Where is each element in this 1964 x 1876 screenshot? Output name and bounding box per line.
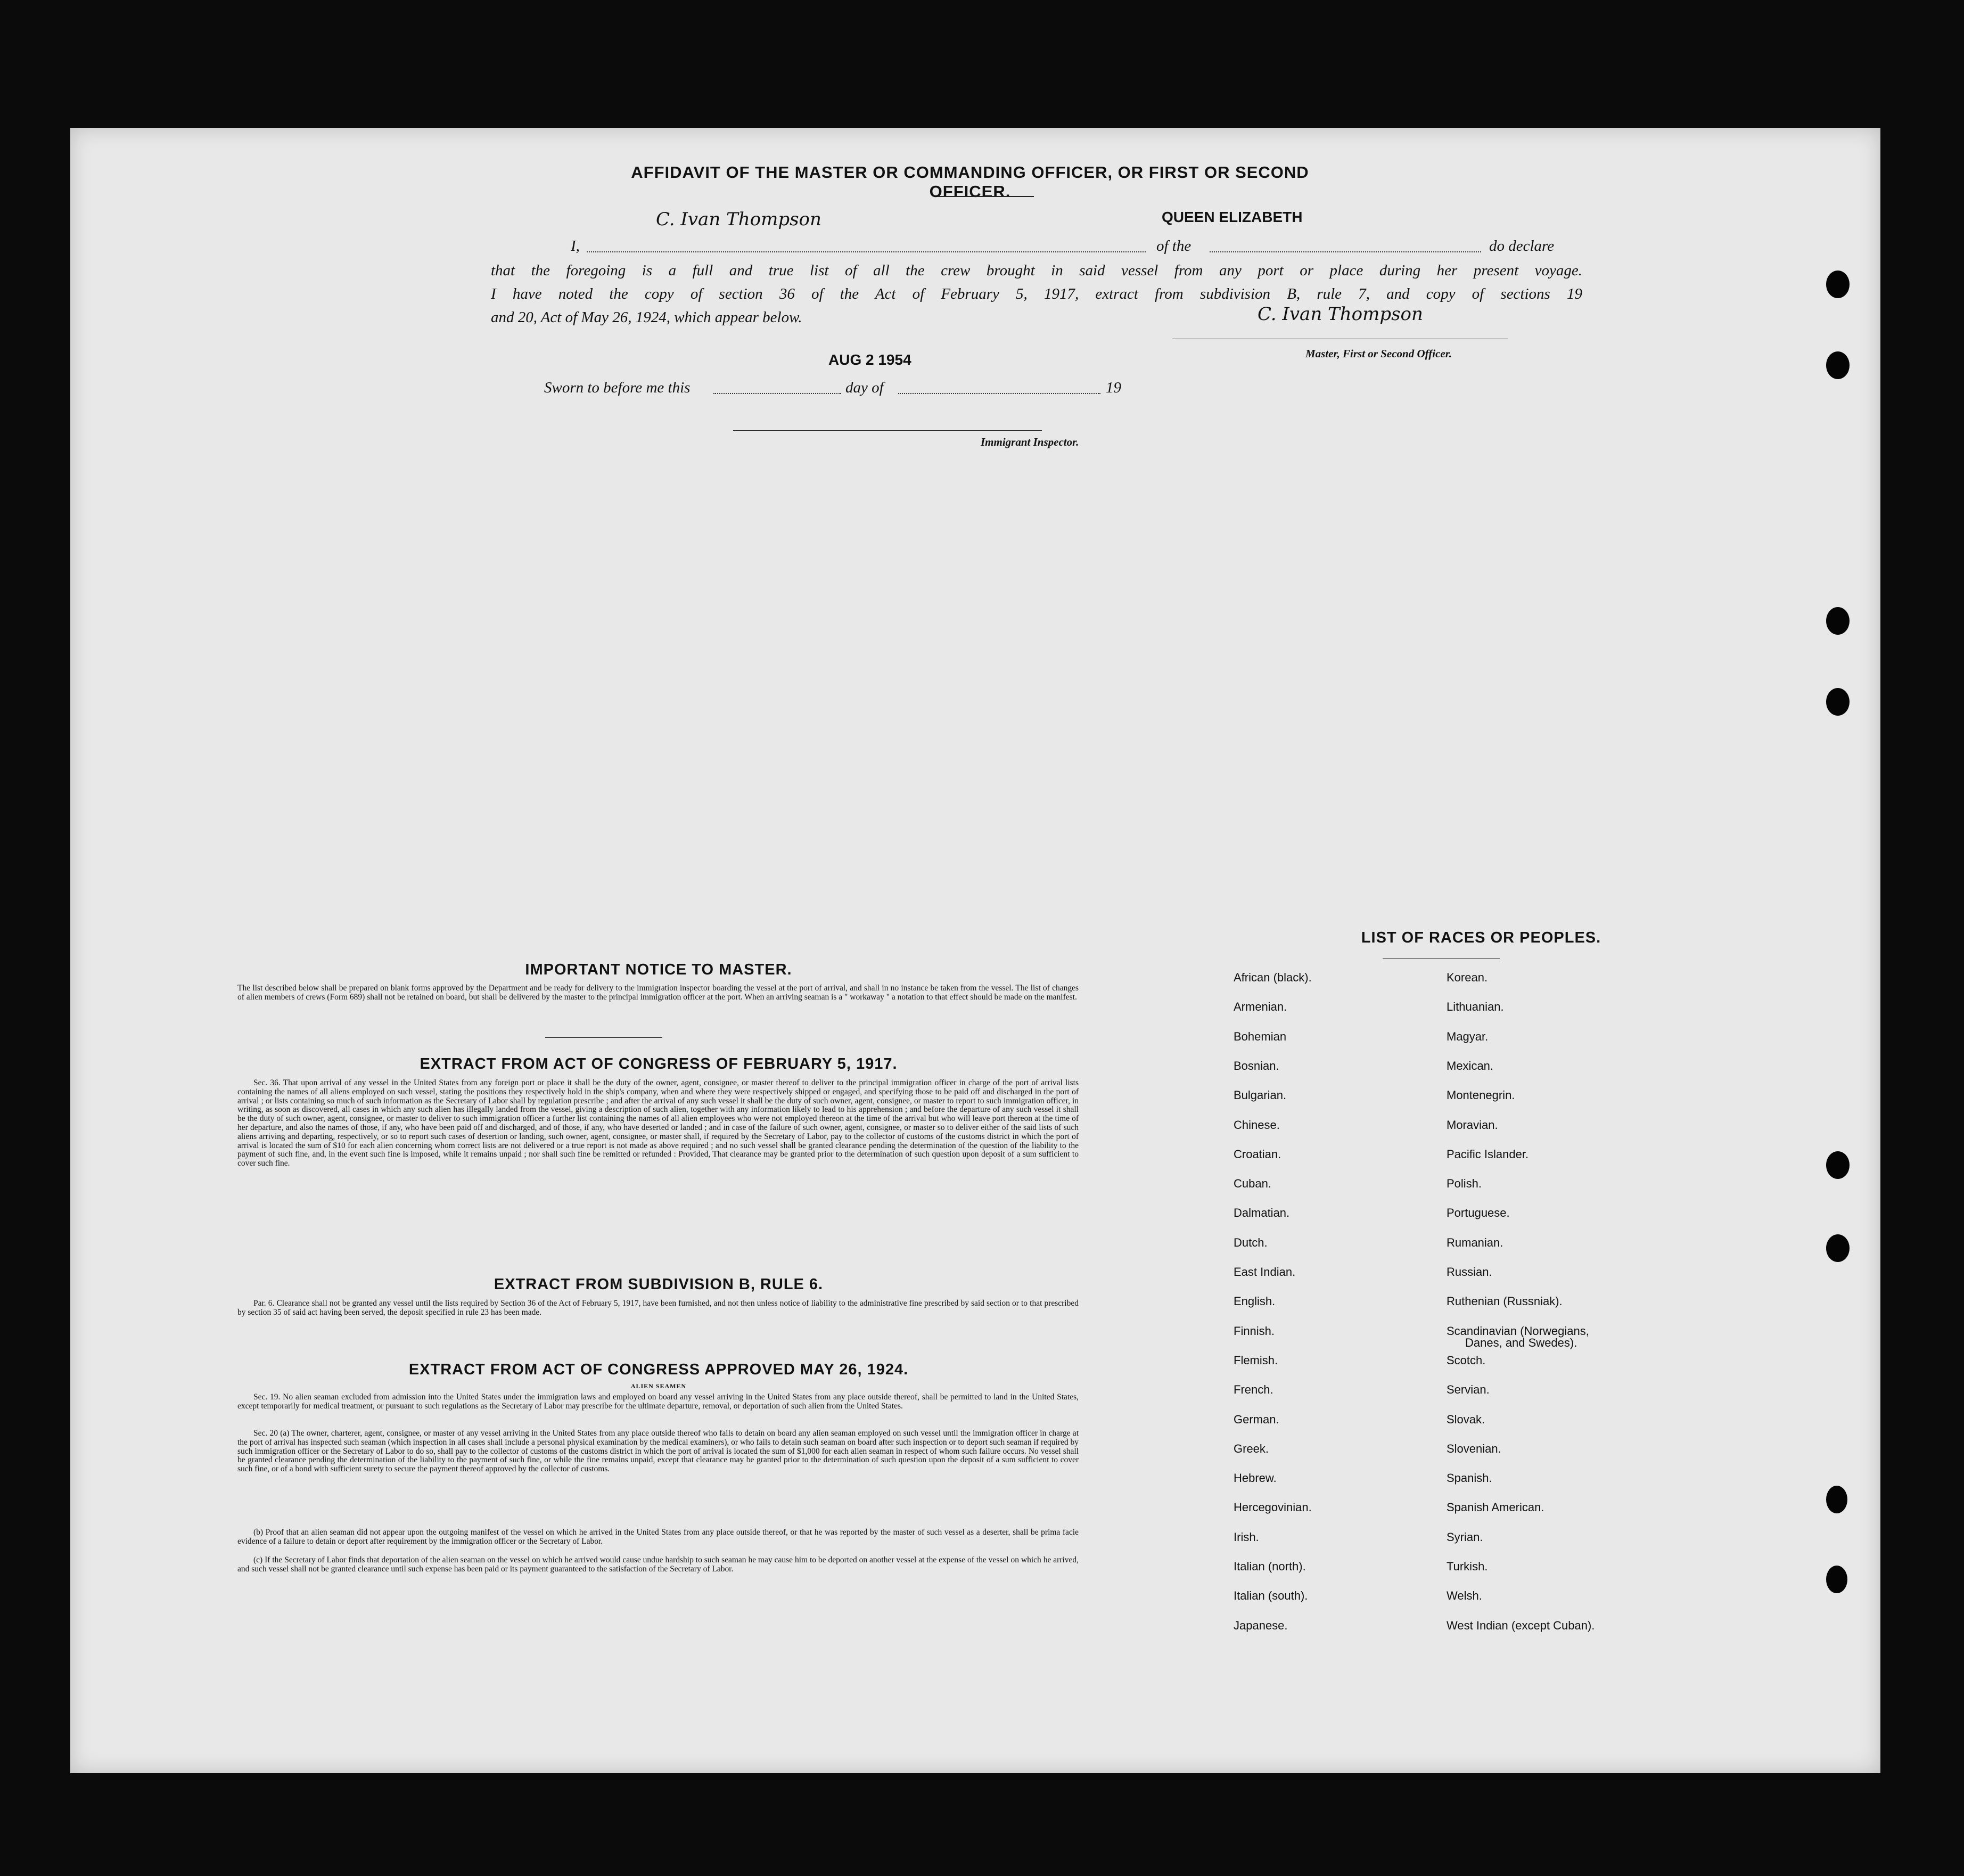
race-item: Chinese.: [1234, 1118, 1280, 1132]
race-item: Korean.: [1447, 971, 1488, 984]
race-item: Bulgarian.: [1234, 1088, 1287, 1102]
race-item: Armenian.: [1234, 1000, 1287, 1014]
notice-title: IMPORTANT NOTICE TO MASTER.: [525, 961, 792, 978]
alien-seamen-subtitle: ALIEN SEAMEN: [630, 1382, 687, 1390]
date-stamp: AUG 2 1954: [828, 351, 911, 368]
race-item: Bohemian: [1234, 1029, 1287, 1043]
rule-6-body: Par. 6. Clearance shall not be granted any vessel until the lists required by Section 36 of the Act of February 5, 1917, have been furnished, and not then unless notice of liability to the administrative fine prescribed by said section or to that prescribed by section 35 of said act having been served, the deposit specified in rule 23 has been made.: [237, 1299, 1079, 1317]
race-item: Hebrew.: [1234, 1471, 1277, 1485]
binder-hole: [1826, 1566, 1847, 1593]
sworn-day-text: day of: [845, 379, 884, 396]
vessel-name: QUEEN ELIZABETH: [1162, 209, 1303, 225]
title-divider: [938, 196, 1034, 197]
declaration-line-3: I have noted the copy of section 36 of the Act of February 5, 1917, extract from subdivision B, rule 7, and copy of sections 19: [491, 285, 1582, 302]
master-signature: C. Ivan Thompson: [656, 209, 821, 230]
race-item: English.: [1234, 1295, 1276, 1308]
inspector-caption: Immigrant Inspector.: [981, 436, 1079, 448]
race-item: Scotch.: [1447, 1353, 1486, 1367]
notice-body: The list described below shall be prepared on blank forms approved by the Department and be ready for delivery to the immigration inspector boarding the vessel at the port of arrival, and shall in no instance be taken from the vessel. The list of changes of alien members of crews (Form 689) shall not be retained on board, but shall be delivered by the master to the principal immigration officer at the port. When an arriving seaman is a " workaway " a notation to that effect should be made on the manifest.: [237, 984, 1079, 1002]
declare-text: do declare: [1489, 237, 1555, 255]
binder-hole: [1826, 688, 1850, 716]
race-item: Syrian.: [1447, 1530, 1483, 1544]
race-item: Servian.: [1447, 1383, 1490, 1397]
race-item: Polish.: [1447, 1177, 1482, 1191]
race-item: Irish.: [1234, 1530, 1259, 1544]
sec-20a-body: Sec. 20 (a) The owner, charterer, agent, consignee, or master of any vessel arriving in the United States from any place outside thereof who fails to detain on board any alien seaman employed on such vessel until the immigration officer in charge at the port of arrival has inspected such seaman (which inspection in all cases shall include a personal physical examination by the medical examiners), or who fails to detain such seaman on board after such inspection or to deport such seaman if required by such immigration officer or the Secretary of Labor to do so, shall pay to the collector of customs of the customs district in which the port of arrival is located the sum of $1,000 for each alien seaman in respect of whom such failure occurs. No vessel shall be granted clearance pending the determination of the liability to the payment of such fine, or while the fine remains unpaid, except that clearance may be granted prior to the determination of such question upon the deposit of a sum sufficient to cover such fine, or of a bond with sufficient surety to secure the payment thereof approved by the collector of customs.: [237, 1429, 1079, 1474]
sworn-year-text: 19: [1106, 379, 1121, 396]
race-item: Dutch.: [1234, 1235, 1268, 1249]
extract-1917-title: EXTRACT FROM ACT OF CONGRESS OF FEBRUARY 5, 1917.: [420, 1055, 898, 1072]
race-item: Hercegovinian.: [1234, 1501, 1312, 1514]
race-item: Welsh.: [1447, 1589, 1482, 1603]
race-item: Moravian.: [1447, 1118, 1498, 1132]
race-item: African (black).: [1234, 971, 1312, 984]
document-page: [70, 128, 1880, 1773]
binder-hole: [1826, 351, 1850, 379]
race-item: Italian (south).: [1234, 1589, 1308, 1603]
race-item: Turkish.: [1447, 1560, 1488, 1573]
sworn-text: Sworn to before me this: [544, 379, 691, 396]
binder-hole: [1826, 1486, 1847, 1513]
declaration-line-2: that the foregoing is a full and true list of all the crew brought in said vessel from any port or place during her present voyage.: [491, 262, 1582, 279]
race-item: German.: [1234, 1412, 1279, 1426]
race-item: French.: [1234, 1383, 1273, 1397]
race-item: Scandinavian (Norwegians,: [1447, 1324, 1589, 1338]
officer-signature: C. Ivan Thompson: [1258, 304, 1423, 325]
race-item: Rumanian.: [1447, 1235, 1503, 1249]
race-item: Spanish American.: [1447, 1501, 1544, 1514]
race-item: Pacific Islander.: [1447, 1147, 1529, 1161]
race-item: Bosnian.: [1234, 1059, 1279, 1072]
race-item: Montenegrin.: [1447, 1088, 1515, 1102]
binder-hole: [1826, 1151, 1850, 1179]
declarant-prefix: I,: [571, 237, 580, 255]
race-item: Magyar.: [1447, 1029, 1489, 1043]
sworn-day-line: [713, 393, 841, 394]
binder-hole: [1826, 607, 1850, 635]
race-item: Danes, and Swedes).: [1465, 1336, 1577, 1349]
race-item: Dalmatian.: [1234, 1206, 1290, 1220]
extract-1917-body: Sec. 36. That upon arrival of any vessel in the United States from any foreign port or place it shall be the duty of the owner, agent, consignee, or master thereof to deliver to the principal immigration officer in charge of the port of arrival lists containing the names of all aliens employed on such vessel, stating the positions they respectively hold in the ship's company, when and where they were respectively shipped or engaged, and specifying those to be paid off and discharged in the port of arrival ; or lists containing so much of such information as the Secretary of Labor shall by regulation prescribe ; and after the arrival of any such vessel it shall be the duty of such owner, agent, consignee, or master to report to such immigration officer, in writing, as soon as discovered, all cases in which any such alien has illegally landed from the vessel, giving a description of such alien, together with any information likely to lead to his apprehension ; and before the departure of any such vessel it shall be the duty of such owner, agent, consignee, or master to deliver to such immigration officer a further list containing the names of all alien employees who were not employed thereon at the time of the arrival but who will leave port thereon at the time of her departure, and also the names of those, if any, who have been paid off and discharged, and of those, if any, who have deserted or landed ; and in case of the failure of such owner, agent, consignee, or master so to deliver either of the said lists of such aliens arriving and departing, respectively, or so to report such cases of desertion or landing, such owner, agent, consignee, or master shall, if required by the Secretary of Labor, pay to the collector of customs of the customs district in which the port of arrival is located the sum of $10 for each alien concerning whom correct lists are not delivered or a true report is not made as above required ; and no such vessel shall be granted clearance pending the determination of the question of the liability to the payment of such fine, and, in the event such fine is imposed, while it remains unpaid ; nor shall such fine be remitted or refunded : Provided, That clearance may be granted prior to the determination of such question upon deposit of a sum sufficient to cover such fine.: [237, 1078, 1079, 1168]
race-item: Greek.: [1234, 1441, 1269, 1455]
race-item: Croatian.: [1234, 1147, 1281, 1161]
declaration-line-4: and 20, Act of May 26, 1924, which appear below.: [491, 309, 802, 326]
vessel-name-line: [1210, 251, 1481, 252]
declarant-name-line: [587, 251, 1146, 252]
race-item: Spanish.: [1447, 1471, 1492, 1485]
sworn-month-line: [898, 393, 1100, 394]
races-title: LIST OF RACES OR PEOPLES.: [1361, 929, 1601, 946]
race-item: Ruthenian (Russniak).: [1447, 1295, 1563, 1308]
of-the-text: of the: [1156, 237, 1191, 255]
race-item: Slovenian.: [1447, 1441, 1501, 1455]
race-item: Cuban.: [1234, 1177, 1271, 1191]
rule-6-title: EXTRACT FROM SUBDIVISION B, RULE 6.: [494, 1276, 824, 1293]
extract-1924-title: EXTRACT FROM ACT OF CONGRESS APPROVED MAY 26, 1924.: [408, 1361, 909, 1378]
inspector-signature-line: [733, 430, 1042, 431]
sec-20c-body: (c) If the Secretary of Labor finds that deportation of the alien seaman on the vessel on which he arrived would cause undue hardship to such seaman he may cause him to be deported on another vessel at the expense of the vessel on which he arrived, and such vessel shall not be granted clearance until such expense has been paid or its payment guaranteed to the satisfaction of the Secretary of Labor.: [237, 1555, 1079, 1574]
sec-19-body: Sec. 19. No alien seaman excluded from admission into the United States under the immigration laws and employed on board any vessel arriving in the United States from any place outside thereof, shall be permitted to land in the United States, except temporarily for medical treatment, or pursuant to such regulations as the Secretary of Labor may prescribe for the ultimate departure, removal, or deportation of such alien from the United States.: [237, 1392, 1079, 1411]
race-item: Flemish.: [1234, 1353, 1278, 1367]
race-item: Lithuanian.: [1447, 1000, 1504, 1014]
sec-20b-body: (b) Proof that an alien seaman did not appear upon the outgoing manifest of the vessel on which he arrived in the United States from any place outside thereof, or that he was reported by the master of such vessel as a deserter, shall be prima facie evidence of a failure to detain or deport after requirement by the immigration officer or the Secretary of Labor.: [237, 1528, 1079, 1546]
binder-hole: [1826, 271, 1850, 298]
race-item: Finnish.: [1234, 1324, 1275, 1338]
officer-caption: Master, First or Second Officer.: [1305, 347, 1452, 360]
divider-1: [545, 1037, 662, 1038]
affidavit-title: AFFIDAVIT OF THE MASTER OR COMMANDING OFFICER, OR FIRST OR SECOND OFFICER.: [631, 163, 1309, 201]
race-item: Portuguese.: [1447, 1206, 1510, 1220]
race-item: East Indian.: [1234, 1265, 1296, 1279]
race-item: Japanese.: [1234, 1618, 1288, 1632]
race-item: Russian.: [1447, 1265, 1492, 1279]
race-item: Slovak.: [1447, 1412, 1485, 1426]
race-item: Italian (north).: [1234, 1560, 1306, 1573]
binder-hole: [1826, 1234, 1850, 1262]
race-item: Mexican.: [1447, 1059, 1494, 1072]
race-item: West Indian (except Cuban).: [1447, 1618, 1595, 1632]
